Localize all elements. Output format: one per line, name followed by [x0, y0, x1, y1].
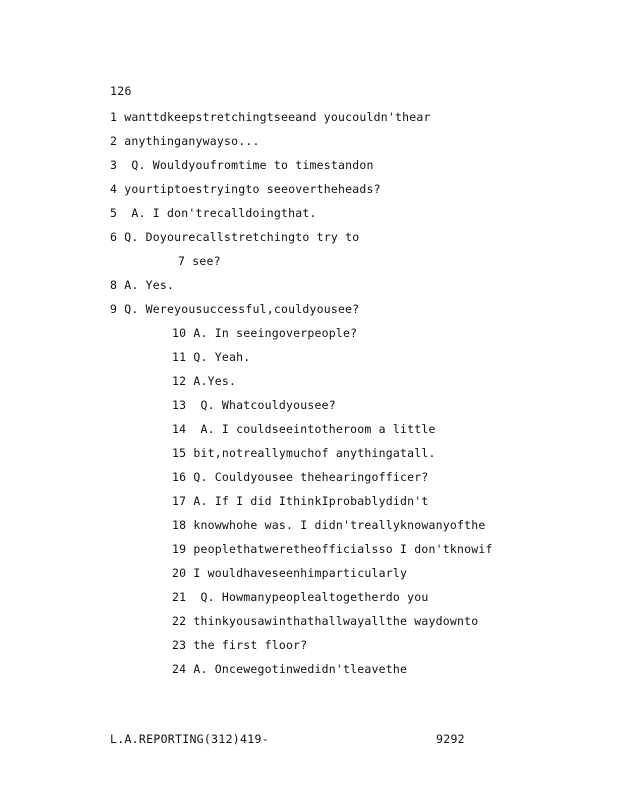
footer-phone-suffix: 9292 [436, 732, 465, 746]
transcript-line: 23 the first floor? [172, 638, 308, 652]
transcript-line: 2 anythinganywayso... [110, 134, 260, 148]
transcript-line: 20 I wouldhaveseenhimparticularly [172, 566, 408, 580]
transcript-line: 4 yourtiptoestryingto seeovertheheads? [110, 182, 381, 196]
transcript-line: 17 A. If I did IthinkIprobablydidn't [172, 494, 429, 508]
transcript-line: 3 Q. Wouldyoufromtime to timestandon [110, 158, 374, 172]
transcript-line: 11 Q. Yeah. [172, 350, 251, 364]
transcript-line: 22 thinkyousawinthathallwayallthe waydownto [172, 614, 479, 628]
transcript-line: 16 Q. Couldyousee thehearingofficer? [172, 470, 429, 484]
transcript-line: 12 A.Yes. [172, 374, 237, 388]
transcript-line: 5 A. I don'trecalldoingthat. [110, 206, 317, 220]
transcript-line: 15 bit,notreallymuchof anythingatall. [172, 446, 436, 460]
transcript-line: 19 peoplethatweretheofficialsso I don'tknowif [172, 542, 493, 556]
footer-reporter: L.A.REPORTING(312)419- [110, 732, 269, 746]
transcript-line: 1 wanttdkeepstretchingtseeand youcouldn'thear [110, 110, 431, 124]
transcript-line: 14 A. I couldseeintotheroom a little [172, 422, 436, 436]
transcript-line: 8 A. Yes. [110, 278, 175, 292]
transcript-line: 21 Q. Howmanypeoplealtogetherdo you [172, 590, 429, 604]
transcript-line: 9 Q. Wereyousuccessful,couldyousee? [110, 302, 360, 316]
transcript-line: 6 Q. Doyourecallstretchingto try to [110, 230, 360, 244]
transcript-line: 24 A. Oncewegotinwedidn'tleavethe [172, 662, 408, 676]
page-number: 126 [110, 84, 132, 98]
transcript-line: 18 knowwhohe was. I didn'treallyknowanyofthe [172, 518, 486, 532]
transcript-line: 7 see? [178, 254, 221, 268]
transcript-line: 10 A. In seeingoverpeople? [172, 326, 358, 340]
transcript-line: 13 Q. Whatcouldyousee? [172, 398, 336, 412]
